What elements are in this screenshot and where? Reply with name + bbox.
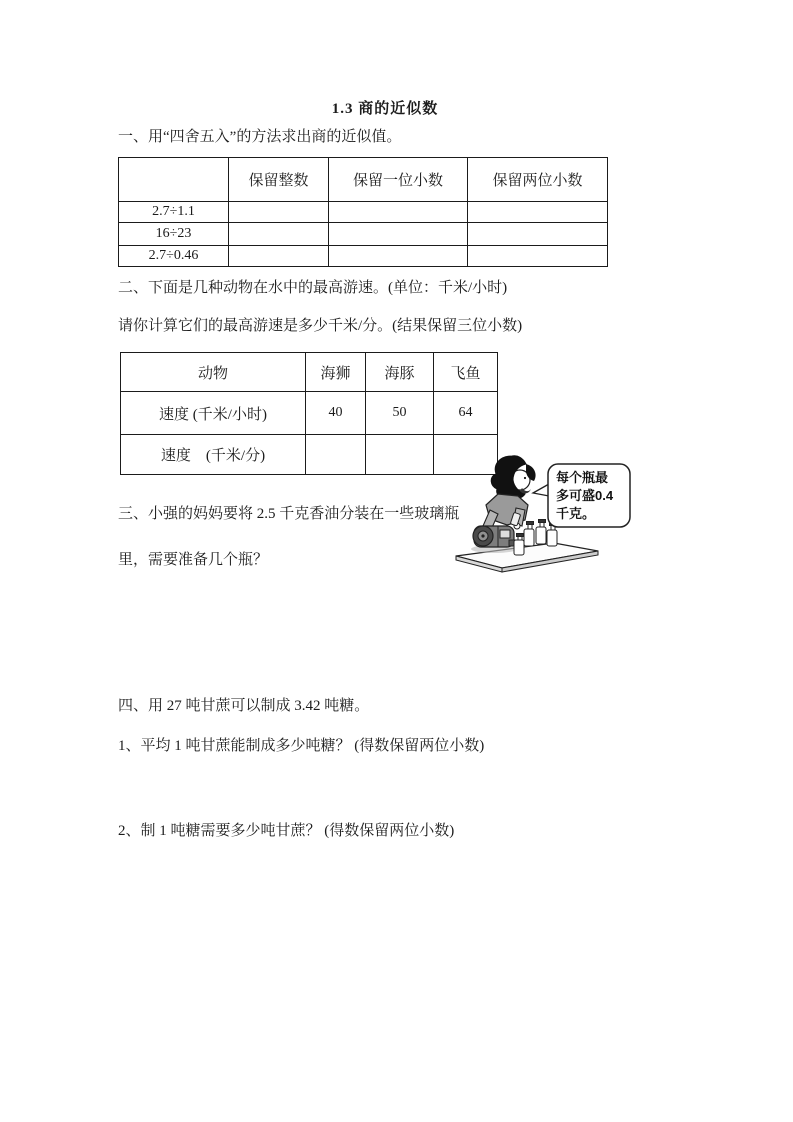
section2-heading: 二、下面是几种动物在水中的最高游速。(单位：千米/小时) bbox=[118, 280, 508, 296]
row-label-expression: 2.7÷1.1 bbox=[119, 202, 229, 223]
col-header-one-decimal: 保留一位小数 bbox=[329, 158, 468, 202]
answer-cell bbox=[329, 246, 468, 267]
section2-subheading: 请你计算它们的最高游速是多少千米/分。(结果保留三位小数) bbox=[118, 318, 523, 334]
answer-cell bbox=[229, 223, 329, 246]
speech-bubble-line3: 千克。 bbox=[556, 506, 596, 521]
answer-cell bbox=[229, 202, 329, 223]
corner-cell bbox=[119, 158, 229, 202]
section1-heading: 一、用“四舍五入”的方法求出商的近似值。 bbox=[118, 129, 402, 145]
pouring-oil-illustration bbox=[450, 450, 685, 592]
row-label-expression: 2.7÷0.46 bbox=[119, 246, 229, 267]
row-label-speed-kmmin: 速度 (千米/分) bbox=[121, 435, 306, 475]
animal-speed-table bbox=[120, 352, 498, 475]
section3-line1: 三、小强的妈妈要将 2.5 千克香油分装在一些玻璃瓶 bbox=[118, 506, 460, 522]
col-header-keep-integer: 保留整数 bbox=[229, 158, 329, 202]
answer-cell bbox=[468, 246, 608, 267]
row-label-expression: 16÷23 bbox=[119, 223, 229, 246]
header-dolphin: 海豚 bbox=[366, 353, 434, 392]
section3-line2: 里，需要准备几个瓶？ bbox=[118, 552, 269, 568]
speech-bubble-line1: 每个瓶最 bbox=[556, 470, 609, 485]
header-flying-fish: 飞鱼 bbox=[434, 353, 498, 392]
speed-value: 50 bbox=[366, 392, 434, 435]
barrel-label bbox=[500, 530, 510, 538]
speed-value: 64 bbox=[434, 392, 498, 435]
col-header-two-decimals: 保留两位小数 bbox=[468, 158, 608, 202]
row-label-speed-kmh: 速度 (千米/小时) bbox=[121, 392, 306, 435]
answer-cell bbox=[229, 246, 329, 267]
oil-barrel bbox=[471, 526, 517, 553]
answer-cell bbox=[329, 202, 468, 223]
answer-cell bbox=[329, 223, 468, 246]
answer-cell bbox=[468, 223, 608, 246]
section4-heading: 四、用 27 吨甘蔗可以制成 3.42 吨糖。 bbox=[118, 698, 370, 714]
section4-question2: 2、制 1 吨糖需要多少吨甘蔗？ (得数保留两位小数) bbox=[118, 823, 455, 839]
speech-bubble bbox=[533, 464, 630, 527]
header-animal: 动物 bbox=[121, 353, 306, 392]
answer-cell bbox=[306, 435, 366, 475]
woman-figure bbox=[483, 456, 536, 532]
answer-cell bbox=[366, 435, 434, 475]
speech-bubble-line2: 多可盛0.4 bbox=[556, 488, 614, 503]
answer-cell bbox=[468, 202, 608, 223]
speed-value: 40 bbox=[306, 392, 366, 435]
page-title: 1.3 商的近似数 bbox=[331, 101, 439, 117]
quotient-rounding-table bbox=[118, 157, 608, 267]
header-sea-lion: 海狮 bbox=[306, 353, 366, 392]
section4-question1: 1、平均 1 吨甘蔗能制成多少吨糖？ (得数保留两位小数) bbox=[118, 738, 485, 754]
